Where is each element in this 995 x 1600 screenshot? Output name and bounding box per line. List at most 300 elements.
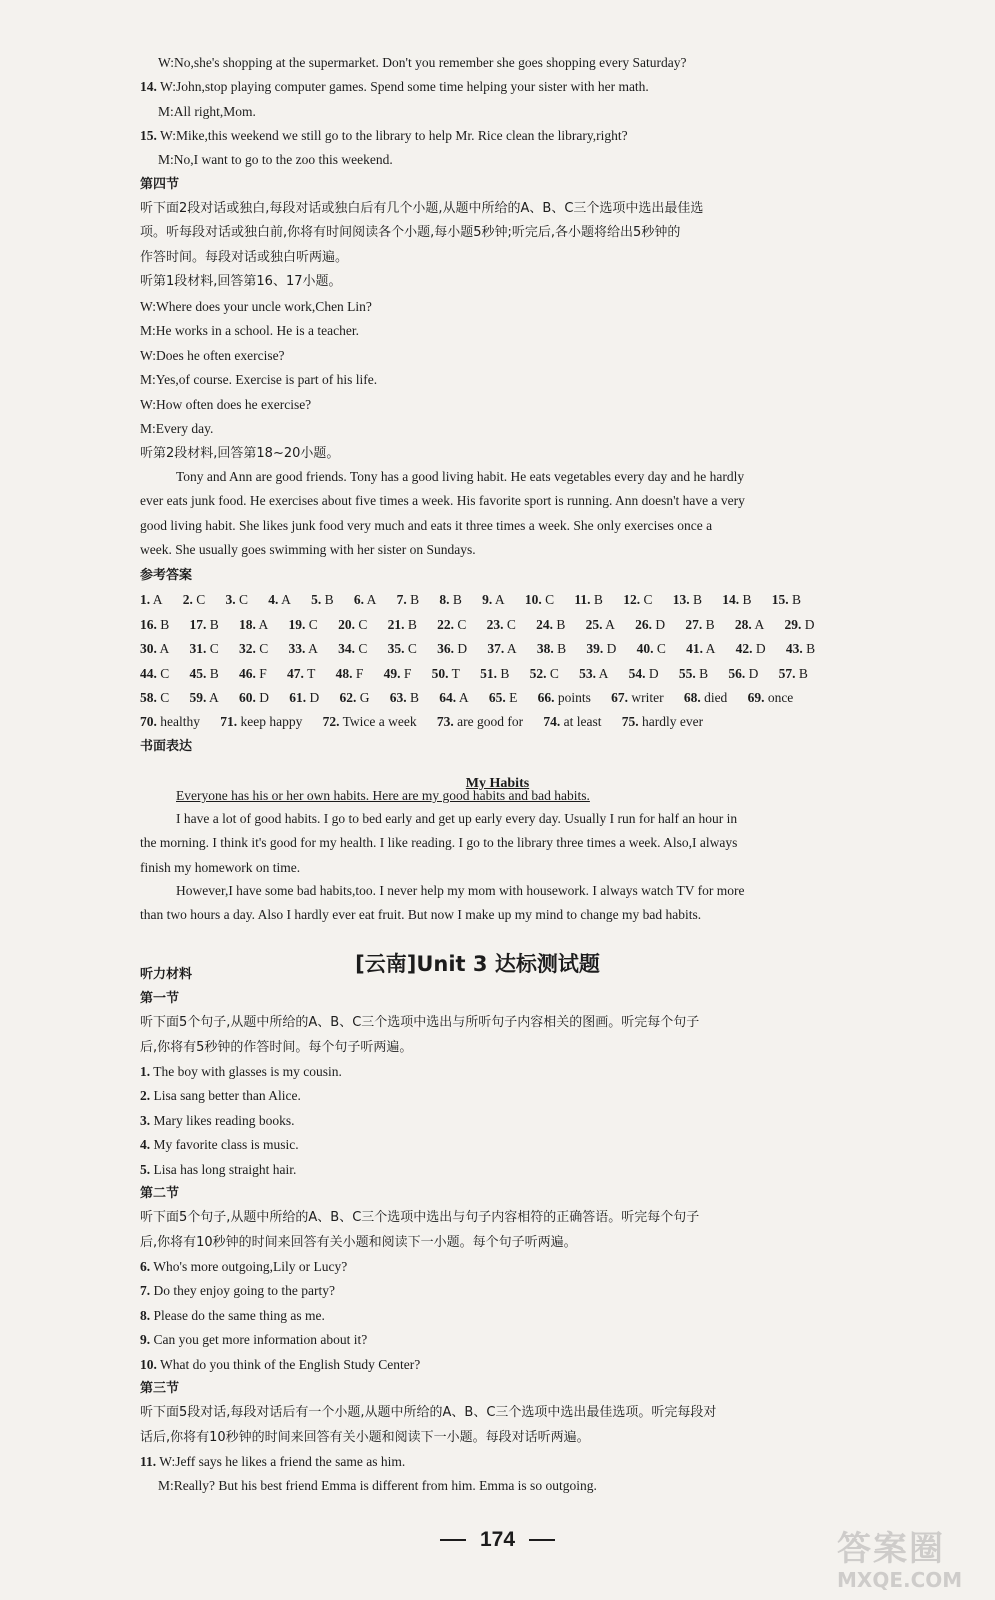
answer-value: B: [742, 592, 752, 607]
answer-item: [482, 591, 505, 609]
answer-value: are good for: [457, 714, 524, 729]
page-number-text: 174: [479, 1528, 516, 1551]
answer-value: C: [643, 592, 653, 607]
answer-item: [735, 616, 764, 634]
question-15: [140, 127, 830, 145]
answer-number: 45.: [189, 666, 207, 681]
answer-number: 26.: [635, 617, 653, 632]
answer-item: [586, 640, 616, 658]
answer-item: [338, 616, 367, 634]
answer-number: 67.: [611, 690, 628, 705]
answer-number: 75.: [621, 714, 639, 729]
item-text: Lisa has long straight hair.: [153, 1161, 297, 1177]
answer-item: [439, 591, 462, 609]
answer-number: 12.: [623, 592, 641, 607]
essay-title: My Habits: [465, 776, 530, 791]
answer-number: 20.: [338, 617, 355, 632]
instruction-text: 后,你将有5秒钟的作答时间。每个句子听两遍。: [140, 1040, 413, 1055]
answer-number: 47.: [287, 666, 304, 681]
answer-value: B: [705, 617, 715, 632]
answer-value: A: [159, 641, 170, 656]
answer-value: B: [209, 617, 219, 632]
answer-value: A: [209, 690, 219, 705]
unit-title: [云南]Unit 3 达标测试题: [355, 952, 600, 976]
answer-value: A: [506, 641, 517, 656]
answer-value: D: [755, 641, 766, 656]
watermark-logo-text: 答案圈: [837, 1529, 945, 1569]
answer-item: [289, 616, 318, 634]
sentence-item: [140, 1063, 830, 1081]
answer-number: 6.: [353, 592, 364, 607]
sentence-item: [140, 1307, 830, 1325]
answer-number: 27.: [685, 617, 703, 632]
dash-left: [440, 1539, 466, 1541]
answer-item: [685, 616, 714, 634]
instruction-text: 听下面5个句子,从题中所给的A、B、C三个选项中选出与句子内容相符的正确答语。听完每个句子: [140, 1210, 700, 1225]
item-number: 4.: [140, 1137, 151, 1153]
essay-line: I have a lot of good habits. I go to bed early and get up early every day. Usually I run for half an hour in: [176, 811, 738, 826]
answer-item: [530, 665, 559, 683]
answer-number: 3.: [225, 592, 236, 607]
answer-value: B: [791, 592, 801, 607]
answer-number: 51.: [480, 666, 497, 681]
answer-number: 59.: [189, 690, 207, 705]
answer-value: D: [648, 666, 659, 681]
answer-value: A: [494, 592, 505, 607]
answer-value: A: [598, 666, 609, 681]
answer-item: [635, 616, 665, 634]
dialogue-line: M:All right,Mom.: [158, 104, 256, 119]
item-text: Mary likes reading books.: [153, 1112, 295, 1128]
answer-value: A: [152, 592, 163, 607]
answer-item: [239, 616, 268, 634]
answer-number: 37.: [487, 641, 505, 656]
dash-right: [529, 1539, 555, 1541]
sentence-item: [140, 1112, 830, 1130]
answer-number: 18.: [239, 617, 256, 632]
answer-value: C: [506, 617, 516, 632]
answer-item: [684, 689, 728, 707]
answer-value: A: [366, 592, 377, 607]
answer-item: [190, 640, 219, 658]
answer-value: B: [160, 617, 170, 632]
answers-heading: 参考答案: [140, 568, 193, 583]
answer-item: [772, 591, 801, 609]
answer-item: [487, 616, 516, 634]
answer-item: [239, 665, 267, 683]
answer-item: [390, 689, 419, 707]
answer-number: 72.: [322, 714, 340, 729]
answer-value: D: [309, 690, 320, 705]
answer-value: C: [545, 592, 555, 607]
dialogue-line: M:Every day.: [140, 421, 214, 436]
item-number: 3.: [140, 1112, 151, 1128]
answer-item: [722, 591, 751, 609]
item-number: 7.: [140, 1283, 151, 1299]
answer-item: [748, 689, 794, 707]
answer-value: D: [457, 641, 468, 656]
section-heading: 第二节: [140, 1186, 180, 1201]
answer-value: C: [259, 641, 269, 656]
answer-item: [637, 640, 666, 658]
answer-item: [728, 665, 758, 683]
dialogue-line: W:Jeff says he likes a friend the same as him.: [159, 1454, 406, 1469]
answer-item: [437, 616, 466, 634]
answer-row: [140, 640, 840, 658]
answer-item: [439, 689, 468, 707]
answer-item: [190, 616, 219, 634]
item-number: 9.: [140, 1332, 151, 1348]
answer-number: 60.: [239, 690, 256, 705]
item-text: Do they enjoy going to the party?: [153, 1283, 335, 1299]
answer-item: [437, 640, 467, 658]
dialogue-line: W:John,stop playing computer games. Spend some time helping your sister with her math.: [160, 79, 649, 94]
answer-item: [289, 640, 318, 658]
answer-item: [140, 591, 163, 609]
question-number: 11.: [140, 1454, 157, 1469]
answer-number: 50.: [431, 666, 449, 681]
answer-number: 32.: [239, 641, 256, 656]
question-number: 15.: [140, 128, 157, 143]
instruction-text: 作答时间。每段对话或独白听两遍。: [140, 250, 349, 265]
answer-value: B: [556, 617, 566, 632]
answer-value: B: [407, 617, 417, 632]
dialogue-line: M:Yes,of course. Exercise is part of his life.: [140, 372, 378, 387]
answer-value: G: [359, 690, 370, 705]
answer-value: A: [605, 617, 615, 632]
answer-value: D: [606, 641, 617, 656]
answer-item: [489, 689, 518, 707]
answer-item: [354, 591, 377, 609]
dialogue-line: W:No,she's shopping at the supermarket. Don't you remember she goes shopping every Saturday?: [158, 55, 687, 70]
answer-item: [190, 689, 219, 707]
sentence-item: [140, 1161, 830, 1179]
answer-item: [679, 665, 708, 683]
answer-item: [673, 591, 702, 609]
answer-item: [537, 640, 566, 658]
answer-value: B: [324, 592, 334, 607]
item-text: Can you get more information about it?: [153, 1332, 368, 1348]
answer-value: healthy: [160, 714, 200, 729]
answer-number: 53.: [579, 666, 597, 681]
essay-line: the morning. I think it's good for my health. I like reading. I go to the library three times a week. Also,I always: [140, 835, 738, 850]
answer-value: C: [457, 617, 467, 632]
answer-item: [289, 689, 319, 707]
answer-value: D: [655, 617, 666, 632]
answer-number: 61.: [289, 690, 307, 705]
answer-number: 7.: [396, 592, 407, 607]
material-heading: 听第2段材料,回答第18~20小题。: [140, 446, 340, 461]
instruction-text: 项。听每段对话或独白前,你将有时间阅读各个小题,每小题5秒钟;听完后,各小题将给出5秒钟的: [140, 225, 681, 240]
answer-number: 14.: [722, 592, 740, 607]
answer-item: [622, 713, 703, 731]
answer-item: [384, 665, 412, 683]
answer-value: E: [509, 690, 518, 705]
answer-value: writer: [631, 690, 664, 705]
answer-item: [487, 640, 516, 658]
dialogue-line: M:He works in a school. He is a teacher.: [140, 323, 359, 338]
question-11: [140, 1453, 830, 1471]
passage-line: ever eats junk food. He exercises about five times a week. His favorite sport is running. Ann doesn't have a very: [140, 493, 745, 508]
answer-value: T: [451, 666, 460, 681]
answer-value: D: [804, 617, 815, 632]
answer-value: D: [748, 666, 759, 681]
answer-number: 35.: [387, 641, 405, 656]
answer-value: Twice a week: [342, 714, 417, 729]
answer-number: 25.: [585, 617, 603, 632]
answer-item: [140, 713, 200, 731]
answer-number: 71.: [220, 714, 238, 729]
answer-item: [323, 713, 417, 731]
passage-line: good living habit. She likes junk food very much and eats it three times a week. She only exercises once a: [140, 518, 713, 533]
essay-line: Everyone has his or her own habits. Here are my good habits and bad habits.: [176, 788, 590, 803]
answer-value: C: [308, 617, 318, 632]
answer-number: 17.: [189, 617, 207, 632]
answer-item: [140, 616, 169, 634]
answer-value: C: [239, 592, 249, 607]
answer-number: 4.: [268, 592, 279, 607]
answer-number: 63.: [389, 690, 407, 705]
answer-item: [586, 616, 615, 634]
answer-item: [268, 591, 291, 609]
answer-number: 13.: [672, 592, 690, 607]
answer-number: 15.: [771, 592, 789, 607]
answer-number: 31.: [189, 641, 207, 656]
item-number: 6.: [140, 1259, 151, 1274]
answer-item: [397, 591, 420, 609]
question-14: [140, 78, 830, 96]
answer-value: B: [452, 592, 462, 607]
answer-number: 64.: [439, 690, 457, 705]
answer-item: [736, 640, 766, 658]
answer-item: [543, 713, 601, 731]
item-number: 1.: [140, 1064, 151, 1079]
answer-item: [536, 616, 565, 634]
answer-number: 44.: [140, 666, 157, 681]
item-number: 10.: [140, 1356, 157, 1372]
answer-value: A: [258, 617, 269, 632]
answer-value: T: [307, 666, 316, 681]
dialogue-line: W:Does he often exercise?: [140, 348, 285, 363]
answer-value: B: [557, 641, 567, 656]
section-heading: 第四节: [140, 177, 180, 192]
answer-value: C: [656, 641, 666, 656]
item-text: My favorite class is music.: [153, 1137, 299, 1153]
answer-item: [432, 665, 460, 683]
answer-number: 19.: [288, 617, 306, 632]
essay-line: finish my homework on time.: [140, 860, 301, 875]
answer-value: once: [767, 690, 794, 705]
answer-number: 33.: [288, 641, 306, 656]
passage-line: week. She usually goes swimming with her sister on Sundays.: [140, 542, 476, 557]
answer-number: 41.: [686, 641, 704, 656]
answer-item: [784, 616, 814, 634]
answer-number: 46.: [239, 666, 256, 681]
answer-value: A: [705, 641, 716, 656]
question-number: 14.: [140, 79, 157, 94]
answer-number: 9.: [482, 592, 493, 607]
writing-heading: 书面表达: [140, 739, 193, 754]
answer-value: A: [281, 592, 291, 607]
instruction-text: 听下面5段对话,每段对话后有一个小题,从题中所给的A、B、C三个选项中选出最佳选项。听完每段对: [140, 1405, 717, 1420]
item-text: The boy with glasses is my cousin.: [153, 1064, 342, 1079]
answer-number: 54.: [628, 666, 646, 681]
sentence-item: [140, 1282, 830, 1300]
answer-number: 73.: [436, 714, 454, 729]
answer-item: [338, 640, 367, 658]
answer-value: C: [358, 617, 368, 632]
answer-item: [140, 640, 169, 658]
answer-value: F: [403, 666, 412, 681]
answer-item: [190, 665, 219, 683]
answer-value: C: [160, 666, 170, 681]
answer-number: 55.: [678, 666, 696, 681]
instruction-text: 后,你将有10秒钟的时间来回答有关小题和阅读下一小题。每个句子听两遍。: [140, 1235, 577, 1250]
instruction-text: 话后,你将有10秒钟的时间来回答有关小题和阅读下一小题。每段对话听两遍。: [140, 1430, 590, 1445]
answer-value: A: [308, 641, 318, 656]
item-number: 5.: [140, 1161, 151, 1177]
item-text: What do you think of the English Study Center?: [160, 1356, 421, 1372]
answer-item: [611, 689, 663, 707]
answer-item: [686, 640, 715, 658]
answer-value: died: [704, 690, 728, 705]
answer-value: B: [593, 592, 603, 607]
answer-item: [239, 640, 268, 658]
answer-number: 11.: [574, 592, 591, 607]
answer-number: 2.: [182, 592, 193, 607]
dialogue-line: W:Where does your uncle work,Chen Lin?: [140, 299, 372, 314]
answer-value: keep happy: [240, 714, 303, 729]
answer-number: 74.: [543, 714, 561, 729]
answer-row: [140, 689, 840, 707]
dialogue-line: M:No,I want to go to the zoo this weekend.: [158, 152, 393, 167]
item-number: 8.: [140, 1307, 151, 1323]
answer-item: [480, 665, 509, 683]
answer-item: [140, 689, 169, 707]
item-number: 2.: [140, 1088, 151, 1104]
sentence-item: [140, 1258, 830, 1276]
answer-item: [779, 665, 808, 683]
answer-item: [220, 713, 302, 731]
listening-heading: 听力材料: [140, 967, 193, 982]
section-heading: 第三节: [140, 1381, 180, 1396]
answer-item: [574, 591, 603, 609]
material-heading: 听第1段材料,回答第16、17小题。: [140, 274, 342, 289]
answer-item: [140, 665, 169, 683]
answer-number: 48.: [335, 666, 353, 681]
answer-number: 23.: [486, 617, 504, 632]
item-text: Who's more outgoing,Lily or Lucy?: [153, 1259, 348, 1274]
answer-item: [629, 665, 659, 683]
answer-number: 62.: [339, 690, 357, 705]
answer-value: F: [259, 666, 267, 681]
answer-item: [437, 713, 523, 731]
dialogue-line: M:Really? But his best friend Emma is different from him. Emma is so outgoing.: [158, 1478, 597, 1493]
answer-number: 22.: [437, 617, 454, 632]
sentence-item: [140, 1356, 830, 1374]
answer-number: 8.: [439, 592, 450, 607]
answer-number: 52.: [529, 666, 547, 681]
answer-number: 57.: [778, 666, 796, 681]
answer-value: B: [410, 690, 420, 705]
dialogue-line: W:Mike,this weekend we still go to the library to help Mr. Rice clean the library,right?: [160, 128, 628, 143]
answer-number: 5.: [311, 592, 322, 607]
answer-row: [140, 616, 840, 634]
answer-number: 10.: [524, 592, 542, 607]
answer-value: C: [549, 666, 559, 681]
answer-value: D: [259, 690, 270, 705]
answer-number: 21.: [387, 617, 405, 632]
answer-number: 43.: [785, 641, 803, 656]
answer-number: 1.: [140, 592, 151, 607]
section-heading: 第一节: [140, 991, 180, 1006]
answer-value: C: [160, 690, 170, 705]
answer-number: 68.: [683, 690, 701, 705]
essay-line: than two hours a day. Also I hardly ever eat fruit. But now I make up my mind to change my bad habits.: [140, 907, 702, 922]
answer-value: C: [358, 641, 368, 656]
answer-value: C: [196, 592, 206, 607]
answer-number: 24.: [536, 617, 553, 632]
answer-number: 69.: [747, 690, 765, 705]
sentence-item: [140, 1087, 830, 1105]
passage-line: Tony and Ann are good friends. Tony has a good living habit. He eats vegetables every day and he hardly: [176, 469, 745, 484]
answer-value: B: [692, 592, 702, 607]
instruction-text: 听下面2段对话或独白,每段对话或独白后有几个小题,从题中所给的A、B、C三个选项中选出最佳选: [140, 201, 704, 216]
answer-value: C: [209, 641, 219, 656]
answer-number: 56.: [728, 666, 746, 681]
answer-item: [340, 689, 370, 707]
item-text: Lisa sang better than Alice.: [153, 1088, 301, 1104]
answer-item: [623, 591, 652, 609]
answer-value: B: [209, 666, 219, 681]
answer-value: at least: [563, 714, 602, 729]
sentence-item: [140, 1331, 830, 1349]
answer-number: 49.: [383, 666, 401, 681]
instruction-text: 听下面5个句子,从题中所给的A、B、C三个选项中选出与所听句子内容相关的图画。听完每个句子: [140, 1015, 700, 1030]
answer-number: 16.: [140, 617, 157, 632]
answer-row: [140, 591, 840, 609]
answer-value: B: [798, 666, 808, 681]
answer-number: 42.: [735, 641, 753, 656]
answer-row: [140, 665, 840, 683]
answer-item: [786, 640, 815, 658]
item-text: Please do the same thing as me.: [153, 1307, 325, 1323]
answer-number: 36.: [437, 641, 454, 656]
answer-number: 70.: [140, 714, 157, 729]
answer-number: 29.: [784, 617, 802, 632]
answer-item: [287, 665, 315, 683]
answer-number: 39.: [586, 641, 604, 656]
answer-value: hardly ever: [641, 714, 704, 729]
watermark-logo: [837, 1530, 987, 1594]
answer-value: C: [407, 641, 417, 656]
answer-value: B: [410, 592, 420, 607]
answer-value: B: [699, 666, 709, 681]
answer-number: 30.: [140, 641, 157, 656]
answer-number: 66.: [537, 690, 555, 705]
answer-item: [183, 591, 206, 609]
answer-number: 38.: [536, 641, 554, 656]
answer-item: [388, 640, 417, 658]
answer-value: A: [458, 690, 469, 705]
answer-value: B: [806, 641, 816, 656]
sentence-item: [140, 1136, 830, 1154]
dialogue-line: W:How often does he exercise?: [140, 397, 312, 412]
answer-item: [336, 665, 364, 683]
answer-item: [226, 591, 249, 609]
answer-item: [388, 616, 417, 634]
essay-line: However,I have some bad habits,too. I never help my mom with housework. I always watch TV for more: [176, 883, 745, 898]
